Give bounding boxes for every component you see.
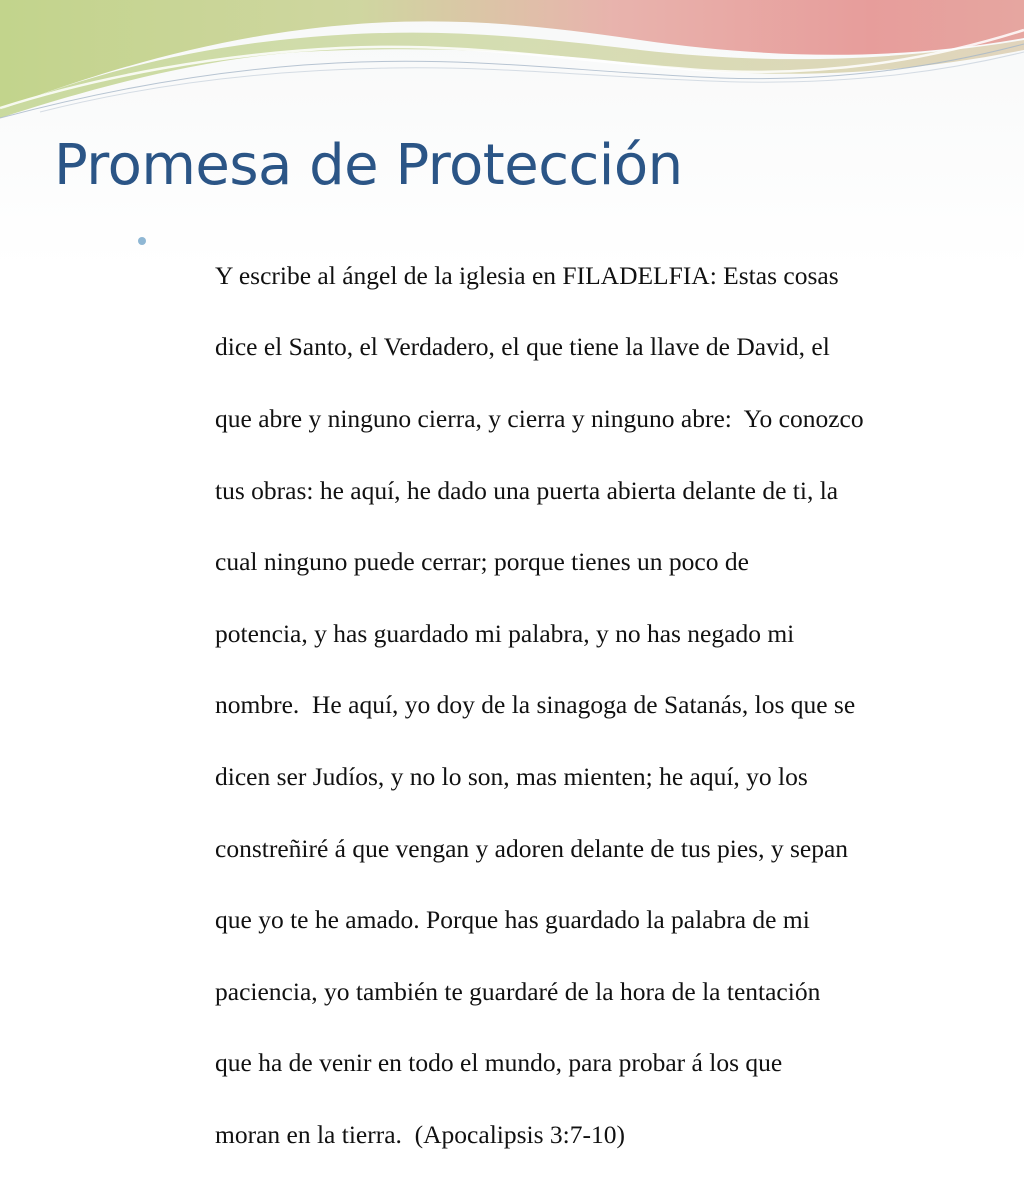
bullet-line: que ha de venir en todo el mundo, para probar á los que bbox=[215, 1048, 783, 1078]
bullet-line: tus obras: he aquí, he dado una puerta abierta delante de ti, la bbox=[215, 475, 839, 505]
bullet-line: cual ninguno puede cerrar; porque tienes un poco de bbox=[215, 547, 749, 577]
bullet-line: dice el Santo, el Verdadero, el que tiene la llave de David, el bbox=[215, 332, 830, 362]
bullet-line: constreñiré á que vengan y adoren delante de tus pies, y sepan bbox=[215, 833, 849, 863]
bullet-line: dicen ser Judíos, y no lo son, mas mienten; he aquí, yo los bbox=[215, 761, 808, 791]
bullet-line: nombre. He aquí, yo doy de la sinagoga de Satanás, los que se bbox=[215, 690, 856, 720]
bullet-line: que yo te he amado. Porque has guardado la palabra de mi bbox=[215, 905, 810, 935]
bullet-text bbox=[164, 222, 976, 1189]
bullet-line: paciencia, yo también te guardaré de la hora de la tentación bbox=[215, 976, 821, 1006]
slide-title: Promesa de Protección bbox=[54, 133, 683, 198]
bullet-dot-icon bbox=[138, 237, 146, 245]
bullet-list bbox=[136, 222, 976, 1189]
bullet-line: Y escribe al ángel de la iglesia en FILADELFIA: Estas cosas bbox=[215, 260, 839, 290]
bullet-line: moran en la tierra. (Apocalipsis 3:7-10) bbox=[215, 1119, 625, 1149]
bullet-line: que abre y ninguno cierra, y cierra y ninguno abre: Yo conozco bbox=[215, 403, 864, 433]
wave-band-upper bbox=[0, 0, 1024, 110]
bullet-item bbox=[136, 222, 976, 1189]
header-wave-decoration bbox=[0, 0, 1024, 130]
bullet-line: potencia, y has guardado mi palabra, y no has negado mi bbox=[215, 618, 795, 648]
